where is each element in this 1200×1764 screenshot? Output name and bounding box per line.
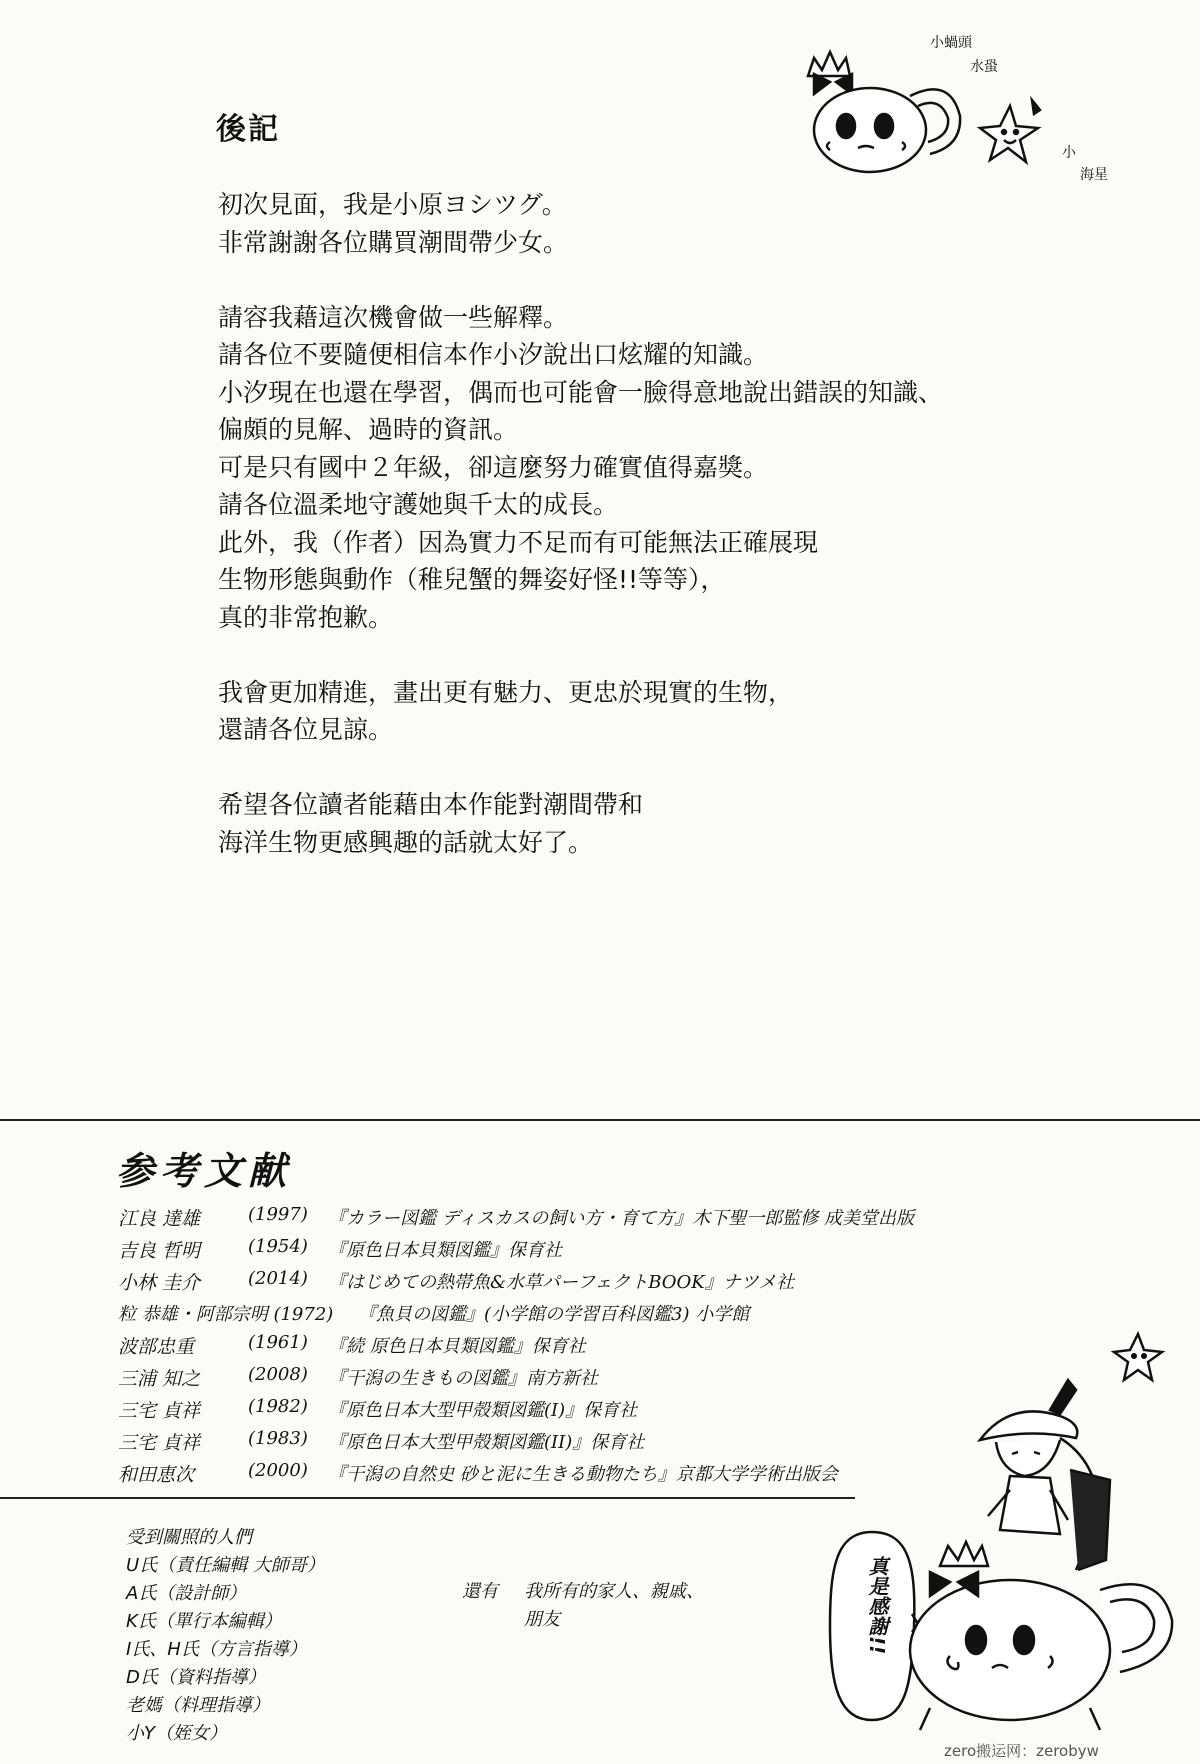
acknowledged-person: D氏（資料指導） — [126, 1667, 266, 1688]
section-divider-bottom — [0, 1497, 855, 1499]
reference-author: 吉良 哲明 — [118, 1240, 201, 1262]
afterword-line: 偏頗的見解、過時的資訊。 — [218, 415, 519, 444]
also-line: 我所有的家人、親戚、 — [524, 1581, 704, 1602]
reference-item — [118, 1268, 878, 1300]
watermark: zero搬运网：zerobyw — [944, 1742, 1099, 1760]
acknowledgements-heading: 受到關照的人們 — [126, 1527, 252, 1548]
also-label: 還有 — [462, 1581, 498, 1602]
afterword-line: 請容我藉這次機會做一些解釋。 — [218, 302, 569, 332]
references-list — [118, 1204, 914, 1492]
afterword-line: 非常謝謝各位購買潮間帶少女。 — [218, 227, 569, 257]
afterword-title: 後記 — [216, 112, 280, 147]
afterword-line: 此外，我（作者）因為實力不足而有可能無法正確展現 — [218, 527, 819, 557]
reference-author: 小林 圭介 — [118, 1272, 201, 1294]
afterword-line: 希望各位讀者能藉由本作能對潮間帶和 — [218, 790, 644, 819]
reference-year: (1954) — [248, 1236, 308, 1257]
reference-author: 三宅 貞祥 — [118, 1432, 201, 1454]
afterword-line: 初次見面，我是小原ヨシツグ。 — [218, 190, 567, 219]
reference-item — [118, 1428, 878, 1460]
reference-item — [118, 1332, 878, 1364]
acknowledged-person: 小Y（姪女） — [126, 1723, 227, 1744]
acknowledged-person: A氏（設計師） — [126, 1583, 247, 1604]
reference-item — [118, 1300, 878, 1332]
reference-item — [118, 1236, 878, 1268]
reference-item — [118, 1396, 878, 1428]
speech-text: 真是感謝!! — [865, 1556, 889, 1655]
reference-work: 『魚貝の図鑑』(小学館の学習百科図鑑3) 小学館 — [358, 1304, 750, 1325]
reference-author: 江良 達雄 — [118, 1208, 201, 1230]
afterword-line: 可是只有國中２年級，卻這麼努力確實值得嘉獎。 — [218, 452, 769, 482]
reference-item — [118, 1204, 914, 1236]
reference-work: 『はじめての熱帯魚&水草パーフェクトBOOK』ナツメ社 — [328, 1272, 795, 1293]
shell-label-sub: 水蛩 — [970, 59, 998, 75]
acknowledgements-also — [462, 1578, 704, 1634]
reference-work: 『原色日本貝類図鑑』保育社 — [328, 1240, 562, 1261]
reference-work: 『干潟の生きもの図鑑』南方新社 — [328, 1368, 598, 1389]
afterword-paragraph — [218, 674, 1038, 749]
star-label-name: 海星 — [1080, 167, 1108, 183]
reference-year: (2014) — [248, 1268, 308, 1289]
reference-author: 波部忠重 — [118, 1336, 195, 1358]
afterword-line: 海洋生物更感興趣的話就太好了。 — [218, 827, 594, 857]
shell-label-name: 小蝸頭 — [930, 35, 972, 51]
afterword-paragraph — [218, 299, 1038, 637]
afterword-line: 生物形態與動作（稚兒蟹的舞姿好怪!!等等）， — [218, 565, 726, 594]
reference-work: 『続 原色日本貝類図鑑』保育社 — [328, 1336, 586, 1357]
afterword-line: 請各位不要隨便相信本作小汐說出口炫耀的知識。 — [218, 340, 769, 369]
reference-work: 『干潟の自然史 砂と泥に生きる動物たち』京都大学学術出版会 — [328, 1464, 838, 1485]
reference-work: 『原色日本大型甲殻類図鑑(I)』保育社 — [328, 1400, 638, 1421]
acknowledged-person: U氏（責任編輯 大師哥） — [126, 1555, 325, 1576]
reference-work: 『原色日本大型甲殻類図鑑(II)』保育社 — [328, 1432, 645, 1453]
hermit-crab-and-star-illustration — [800, 36, 1100, 186]
afterword-line: 還請各位見諒。 — [218, 715, 394, 744]
reference-year: 粒 恭雄・阿部宗明 (1972) — [118, 1304, 334, 1325]
star-label-small: 小 — [1062, 145, 1076, 161]
also-line: 朋友 — [524, 1609, 560, 1630]
references-title: 参考文献 — [116, 1148, 293, 1193]
afterword-line: 請各位溫柔地守護她與千太的成長。 — [218, 490, 619, 519]
afterword-line: 小汐現在也還在學習，偶而也可能會一臉得意地說出錯誤的知識、 — [218, 377, 944, 407]
reference-year: (2008) — [248, 1364, 308, 1385]
reference-year: (2000) — [248, 1460, 308, 1481]
girl-riding-hermit-crab-illustration — [900, 1320, 1200, 1740]
section-divider-top — [0, 1119, 1200, 1121]
reference-year: (1983) — [248, 1428, 308, 1449]
afterword-paragraph — [218, 786, 1038, 861]
reference-author: 和田恵次 — [118, 1464, 195, 1486]
afterword-line: 我會更加精進，畫出更有魅力、更忠於現實的生物， — [218, 677, 794, 707]
reference-item — [118, 1460, 878, 1492]
reference-work: 『カラー図鑑 ディスカスの飼い方・育て方』木下聖一郎監修 成美堂出版 — [328, 1208, 914, 1229]
afterword-paragraph — [218, 186, 1038, 261]
reference-year: (1997) — [248, 1204, 308, 1225]
afterword-body — [218, 186, 1038, 899]
reference-author: 三浦 知之 — [118, 1368, 201, 1390]
reference-item — [118, 1364, 878, 1396]
reference-year: (1961) — [248, 1332, 308, 1353]
acknowledged-person: K氏（單行本編輯） — [126, 1611, 282, 1632]
acknowledged-person: I氏、H氏（方言指導） — [126, 1639, 307, 1660]
acknowledged-person: 老媽（料理指導） — [126, 1695, 270, 1716]
reference-year: (1982) — [248, 1396, 308, 1417]
reference-author: 三宅 貞祥 — [118, 1400, 201, 1422]
afterword-line: 真的非常抱歉。 — [218, 602, 394, 632]
acknowledgements — [126, 1524, 325, 1748]
